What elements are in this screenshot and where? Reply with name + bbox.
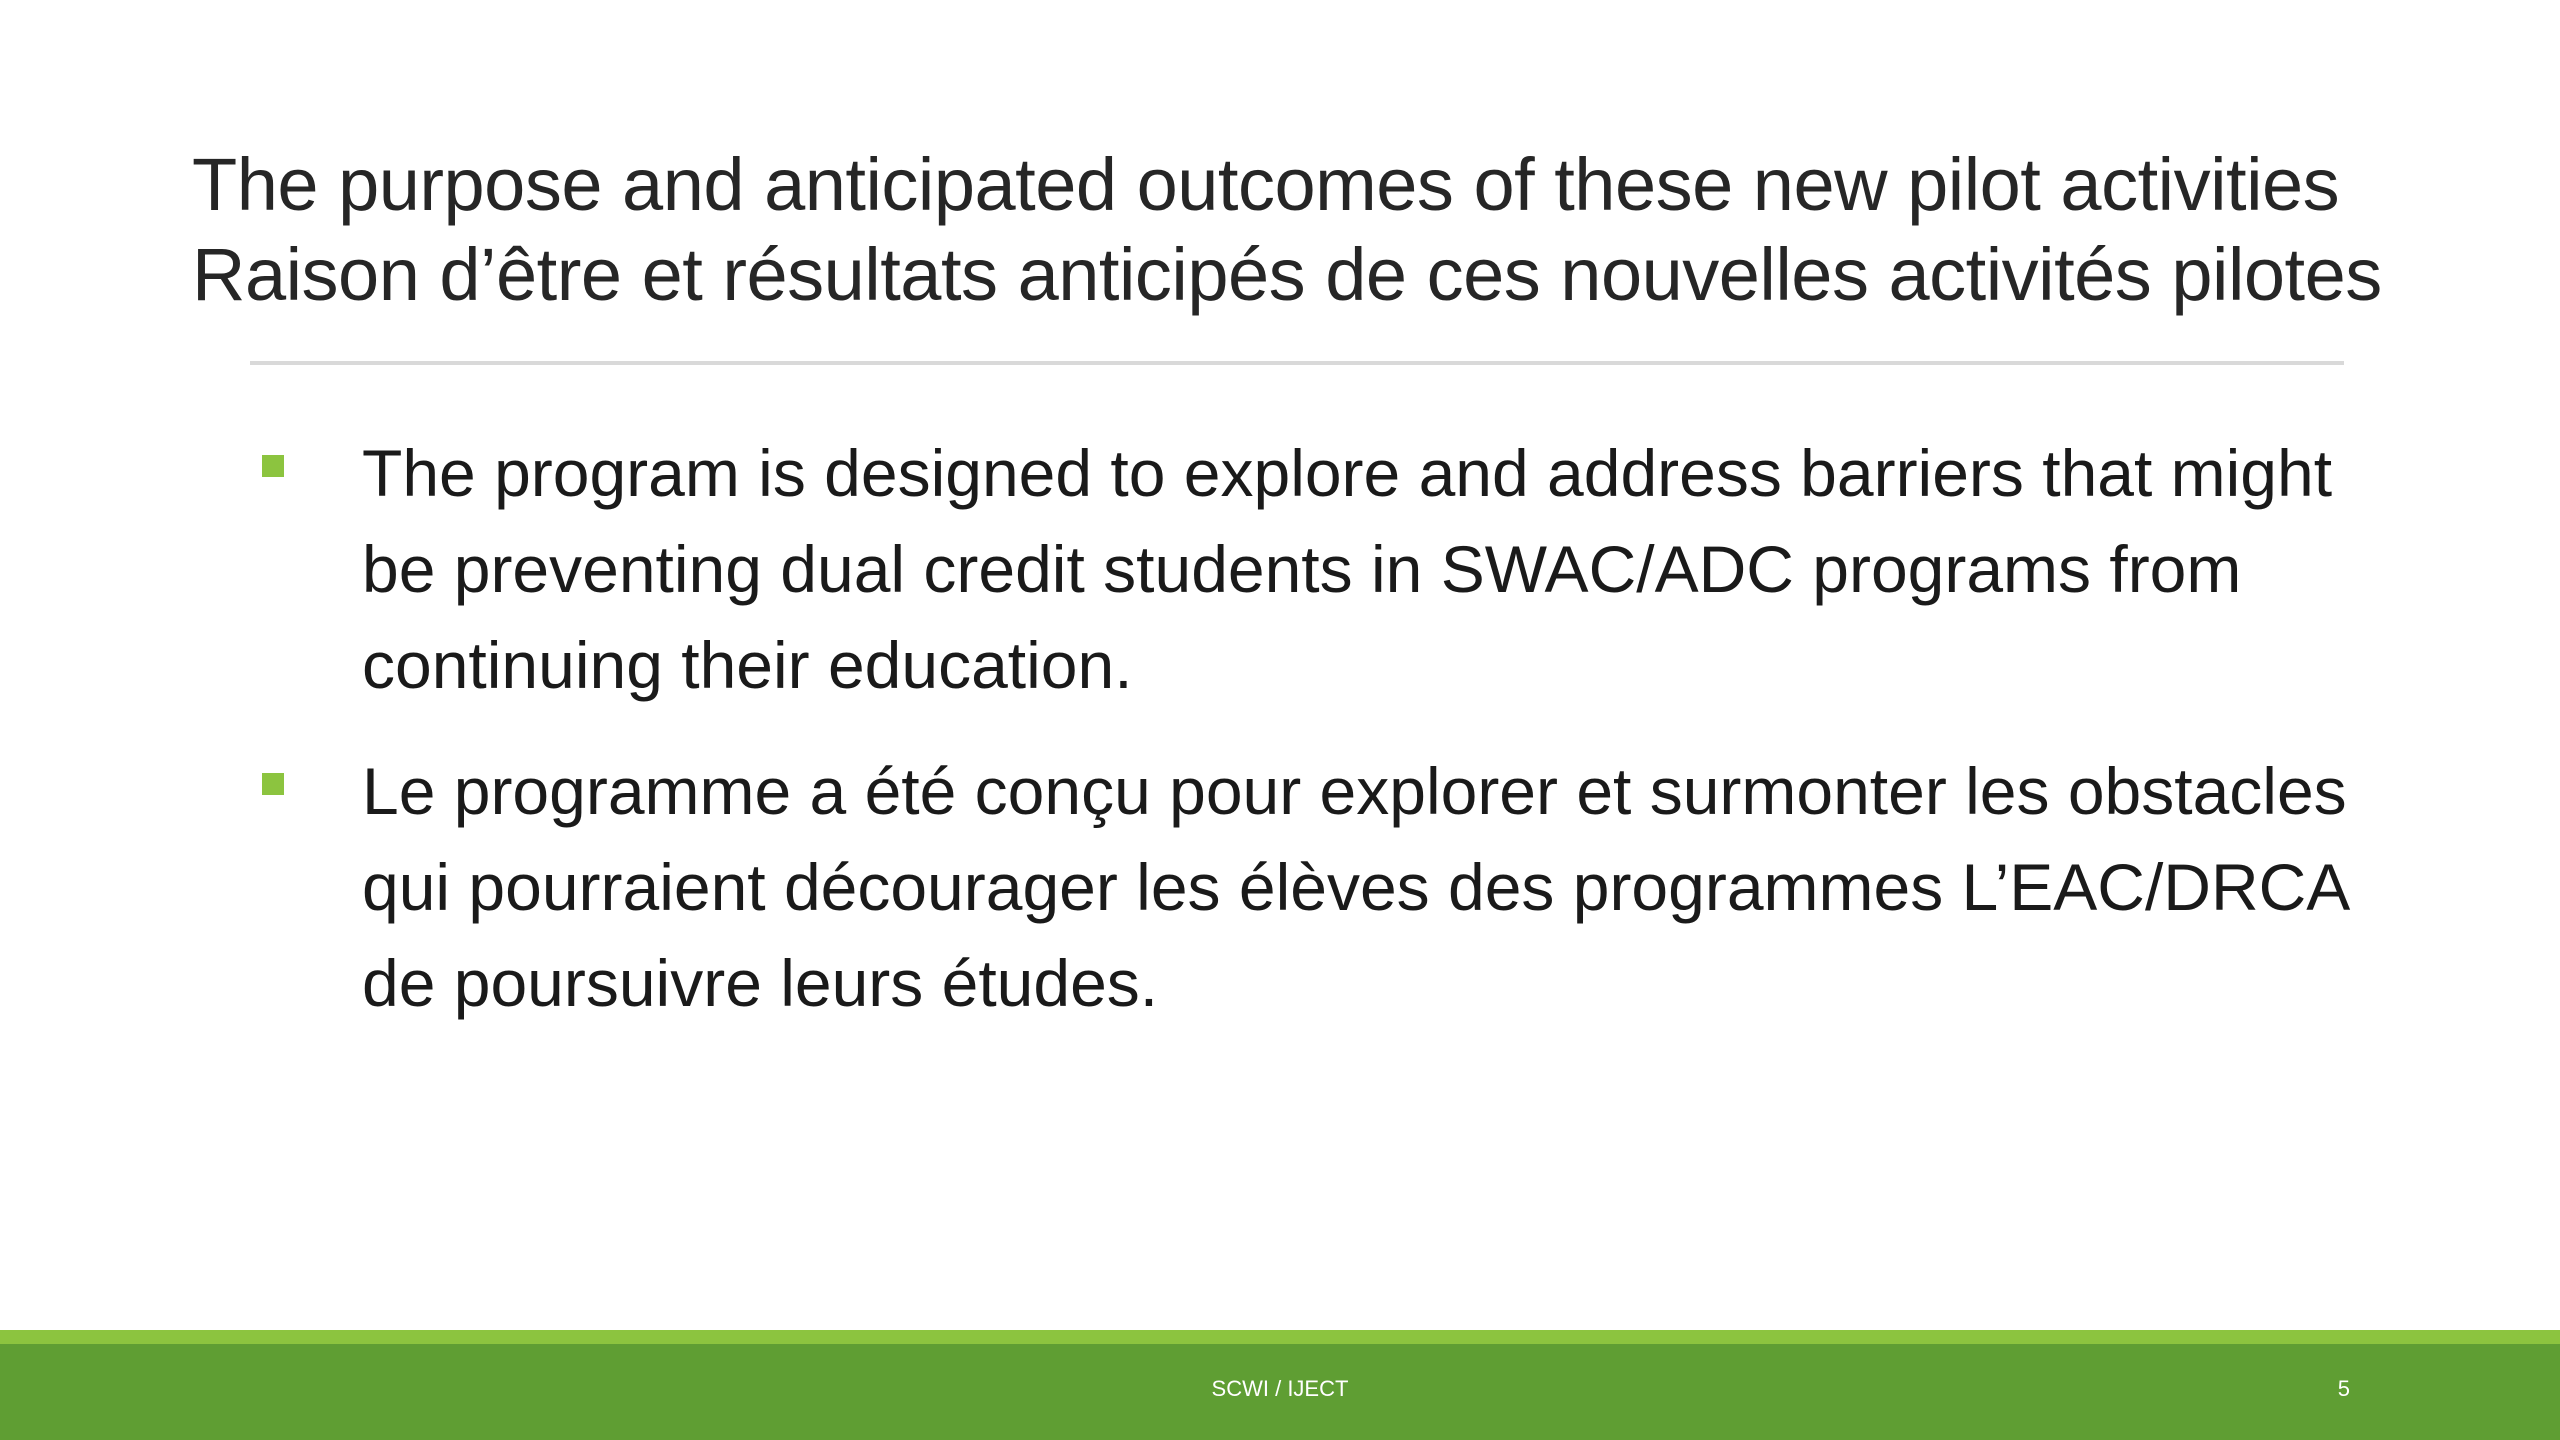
slide-title: [192, 140, 2432, 320]
green-square-bullet-icon: [262, 455, 284, 477]
bullet-text-english: The program is designed to explore and address barriers that might be preventing dual credit students in SWAC/ADC programs from continuing their education.: [362, 436, 2333, 702]
slide-title-english: The purpose and anticipated outcomes of these new pilot activities: [192, 143, 2340, 226]
slide-title-french: Raison d’être et résultats anticipés de ces nouvelles activités pilotes: [192, 233, 2382, 316]
green-square-bullet-icon: [262, 773, 284, 795]
footer-organization: SCWI / IJECT: [1211, 1376, 1349, 1401]
title-divider: [250, 361, 2344, 365]
bullet-text-french: Le programme a été conçu pour explorer et surmonter les obstacles qui pourraient décourager les élèves des programmes L’EAC/DRCA de poursuivre leurs études.: [362, 754, 2347, 1020]
bullet-item-english: [250, 425, 2370, 713]
footer-accent-line: [0, 1330, 2560, 1344]
bullet-item-french: [250, 743, 2370, 1031]
slide-page-number: 5: [2337, 1376, 2350, 1401]
bullet-list: [250, 425, 2370, 1061]
footer-bar: [0, 1344, 2560, 1440]
